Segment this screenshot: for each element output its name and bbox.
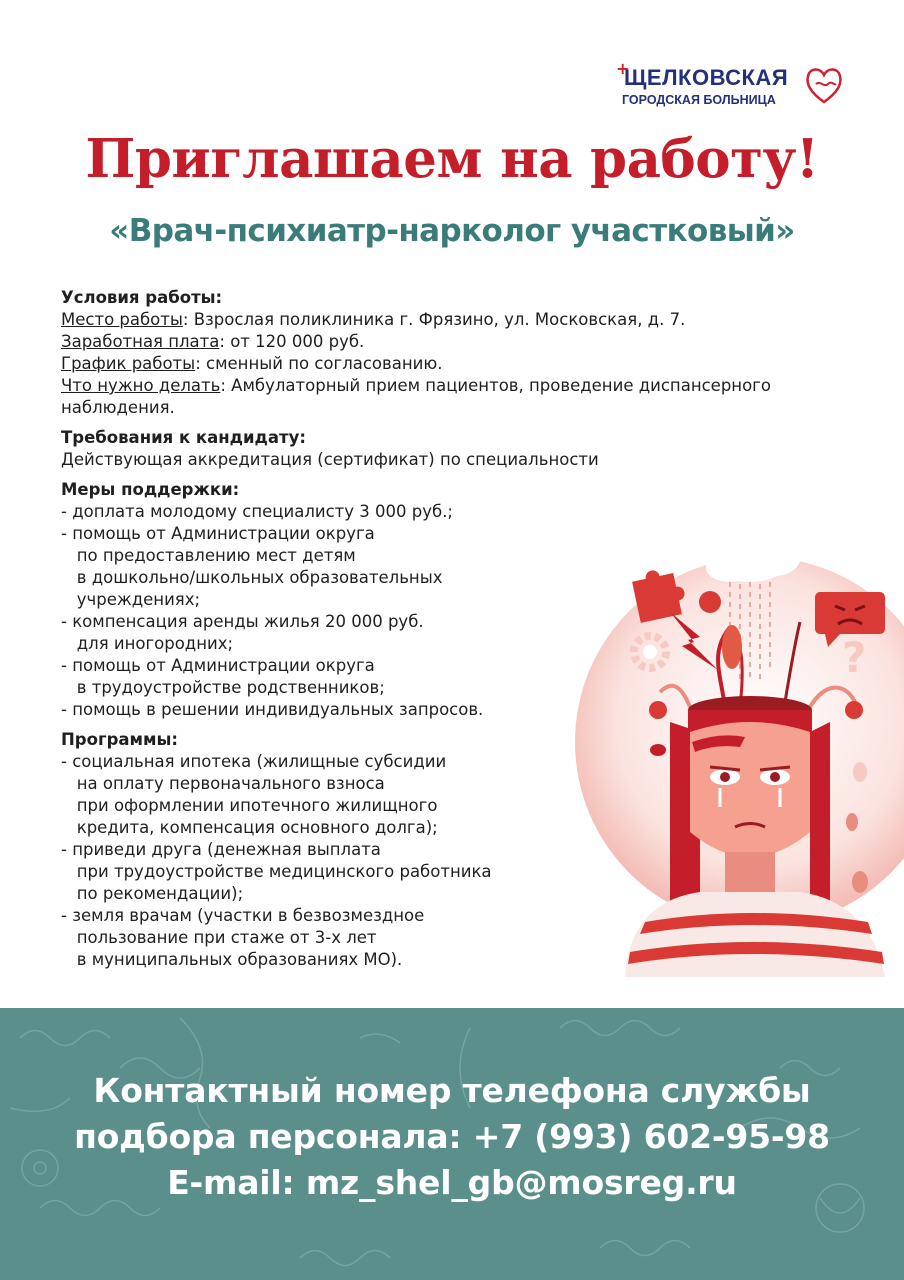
schedule-label: График работы bbox=[61, 354, 196, 373]
requirements-title: Требования к кандидату: bbox=[61, 428, 306, 447]
programs-list-item: - земля врачам (участки в безвозмездное bbox=[61, 906, 425, 925]
conditions-title: Условия работы: bbox=[61, 288, 223, 307]
head-illustration bbox=[570, 532, 904, 977]
support-list-item: учреждениях; bbox=[61, 590, 201, 609]
place-label: Место работы bbox=[61, 310, 183, 329]
salary-line bbox=[61, 331, 851, 353]
programs-list-item: при трудоустройстве медицинского работника bbox=[61, 862, 492, 881]
logo-cross-icon: + bbox=[616, 59, 630, 78]
support-list-item: - помощь от Администрации округа bbox=[61, 656, 375, 675]
programs-list-item: - приведи друга (денежная выплата bbox=[61, 840, 381, 859]
salary-value: : от 120 000 руб. bbox=[219, 332, 365, 351]
contact-email-line: E-mail: mz_shel_gb@mosreg.ru bbox=[167, 1163, 737, 1202]
requirements-text: Действующая аккредитация (сертификат) по специальности bbox=[61, 450, 599, 469]
contact-block bbox=[0, 1068, 904, 1206]
duties-line bbox=[61, 375, 851, 419]
support-list-item: для иногородних; bbox=[61, 634, 234, 653]
place-value: : Взрослая поликлиника г. Фрязино, ул. Московская, д. 7. bbox=[182, 310, 686, 329]
support-list-item: - доплата молодому специалисту 3 000 руб.; bbox=[61, 502, 453, 521]
support-list-item: - компенсация аренды жилья 20 000 руб. bbox=[61, 612, 424, 631]
contact-line-1: Контактный номер телефона службы bbox=[93, 1071, 811, 1110]
programs-list-item: при оформлении ипотечного жилищного bbox=[61, 796, 438, 815]
logo-name-line1: ЩЕЛКОВСКАЯ bbox=[624, 65, 789, 90]
support-list-item: в дошкольно/школьных образовательных bbox=[61, 568, 443, 587]
schedule-line bbox=[61, 353, 851, 375]
programs-list-item: в муниципальных образованиях МО). bbox=[61, 950, 403, 969]
programs-list-item: на оплату первоначального взноса bbox=[61, 774, 385, 793]
support-list-item: по предоставлению мест детям bbox=[61, 546, 356, 565]
logo-name-line2: ГОРОДСКАЯ БОЛЬНИЦА bbox=[622, 93, 776, 107]
place-line bbox=[61, 309, 851, 331]
puzzle-icon bbox=[631, 565, 689, 623]
contact-footer bbox=[0, 1008, 904, 1280]
support-list-item: в трудоустройстве родственников; bbox=[61, 678, 385, 697]
support-title: Меры поддержки: bbox=[61, 480, 240, 499]
duties-value: : Амбулаторный прием пациентов, проведение диспансерного наблюдения. bbox=[61, 376, 771, 417]
contact-phone-line: подбора персонала: +7 (993) 602-95-98 bbox=[74, 1117, 830, 1156]
hospital-logo-icon bbox=[802, 62, 846, 108]
programs-title: Программы: bbox=[61, 730, 179, 749]
duties-label: Что нужно делать bbox=[61, 376, 221, 395]
support-list-item: - помощь в решении индивидуальных запросов. bbox=[61, 700, 484, 719]
programs-list-item: кредита, компенсация основного долга); bbox=[61, 818, 438, 837]
support-list-item: - помощь от Администрации округа bbox=[61, 524, 375, 543]
question-icon: ? bbox=[842, 633, 867, 682]
programs-list-item: - социальная ипотека (жилищные субсидии bbox=[61, 752, 447, 771]
salary-label: Заработная плата bbox=[61, 332, 220, 351]
position-title: «Врач-психиатр-нарколог участковый» bbox=[109, 213, 795, 249]
programs-list-item: по рекомендации); bbox=[61, 884, 244, 903]
programs-list-item: пользование при стаже от 3-х лет bbox=[61, 928, 377, 947]
page-headline: Приглашаем на работу! bbox=[85, 128, 819, 190]
schedule-value: : сменный по согласованию. bbox=[195, 354, 443, 373]
hospital-logo bbox=[616, 59, 846, 112]
